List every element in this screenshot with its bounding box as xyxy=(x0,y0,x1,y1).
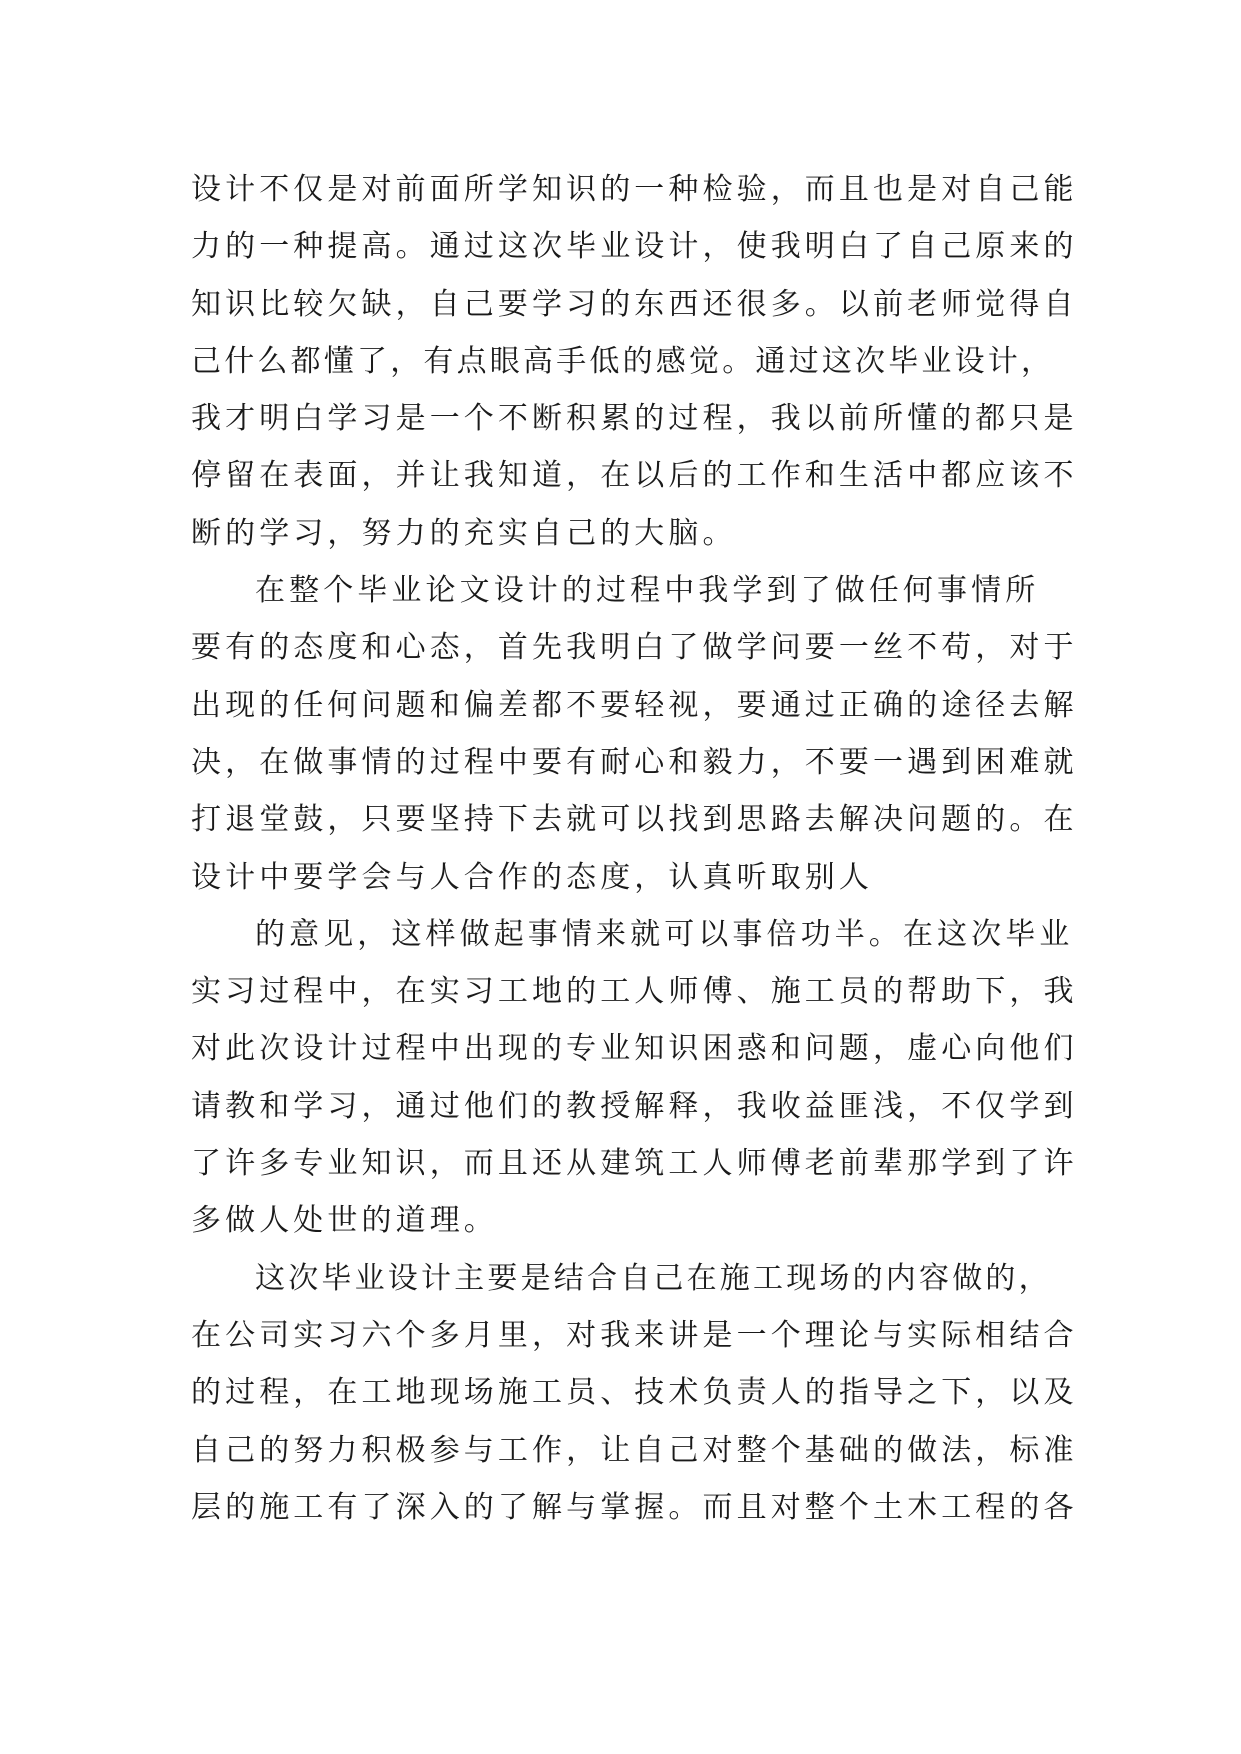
text-line: 对此次设计过程中出现的专业知识困惑和问题，虚心向他们 xyxy=(191,1031,1078,1067)
text-line: 我才明白学习是一个不断积累的过程，我以前所懂的都只是 xyxy=(191,401,1078,437)
text-line: 知识比较欠缺，自己要学习的东西还很多。以前老师觉得自 xyxy=(191,286,1078,322)
text-line: 请教和学习，通过他们的教授解释，我收益匪浅，不仅学到 xyxy=(191,1088,1078,1124)
paragraph-start-line: 这次毕业设计主要是结合自己在施工现场的内容做的， xyxy=(255,1260,1052,1296)
text-line: 要有的态度和心态，首先我明白了做学问要一丝不苟，对于 xyxy=(191,630,1078,666)
text-line: 出现的任何问题和偏差都不要轻视，要通过正确的途径去解 xyxy=(191,687,1078,723)
text-line: 决，在做事情的过程中要有耐心和毅力，不要一遇到困难就 xyxy=(191,744,1078,780)
text-line: 自己的努力积极参与工作，让自己对整个基础的做法，标准 xyxy=(191,1432,1078,1468)
text-line: 在公司实习六个多月里，对我来讲是一个理论与实际相结合 xyxy=(191,1317,1078,1353)
text-line: 多做人处世的道理。 xyxy=(191,1203,498,1239)
text-line: 断的学习，努力的充实自己的大脑。 xyxy=(191,515,737,551)
body-text xyxy=(191,161,1078,1536)
text-line: 的过程，在工地现场施工员、技术负责人的指导之下，以及 xyxy=(191,1375,1078,1411)
text-line: 己什么都懂了，有点眼高手低的感觉。通过这次毕业设计， xyxy=(191,343,1055,379)
paragraph-start-line: 在整个毕业论文设计的过程中我学到了做任何事情所 xyxy=(255,573,1040,609)
text-line: 停留在表面，并让我知道，在以后的工作和生活中都应该不 xyxy=(191,458,1078,494)
text-line: 层的施工有了深入的了解与掌握。而且对整个土木工程的各 xyxy=(191,1489,1078,1525)
text-line: 设计不仅是对前面所学知识的一种检验，而且也是对自己能 xyxy=(191,172,1078,207)
text-line: 了许多专业知识，而且还从建筑工人师傅老前辈那学到了许 xyxy=(191,1146,1078,1182)
text-line: 实习过程中，在实习工地的工人师傅、施工员的帮助下，我 xyxy=(191,974,1078,1010)
text-line: 设计中要学会与人合作的态度，认真听取别人 xyxy=(191,859,873,895)
text-line: 打退堂鼓，只要坚持下去就可以找到思路去解决问题的。在 xyxy=(191,802,1078,838)
paragraph-start-line: 的意见，这样做起事情来就可以事倍功半。在这次毕业 xyxy=(255,916,1074,952)
text-line: 力的一种提高。通过这次毕业设计，使我明白了自己原来的 xyxy=(191,229,1078,265)
